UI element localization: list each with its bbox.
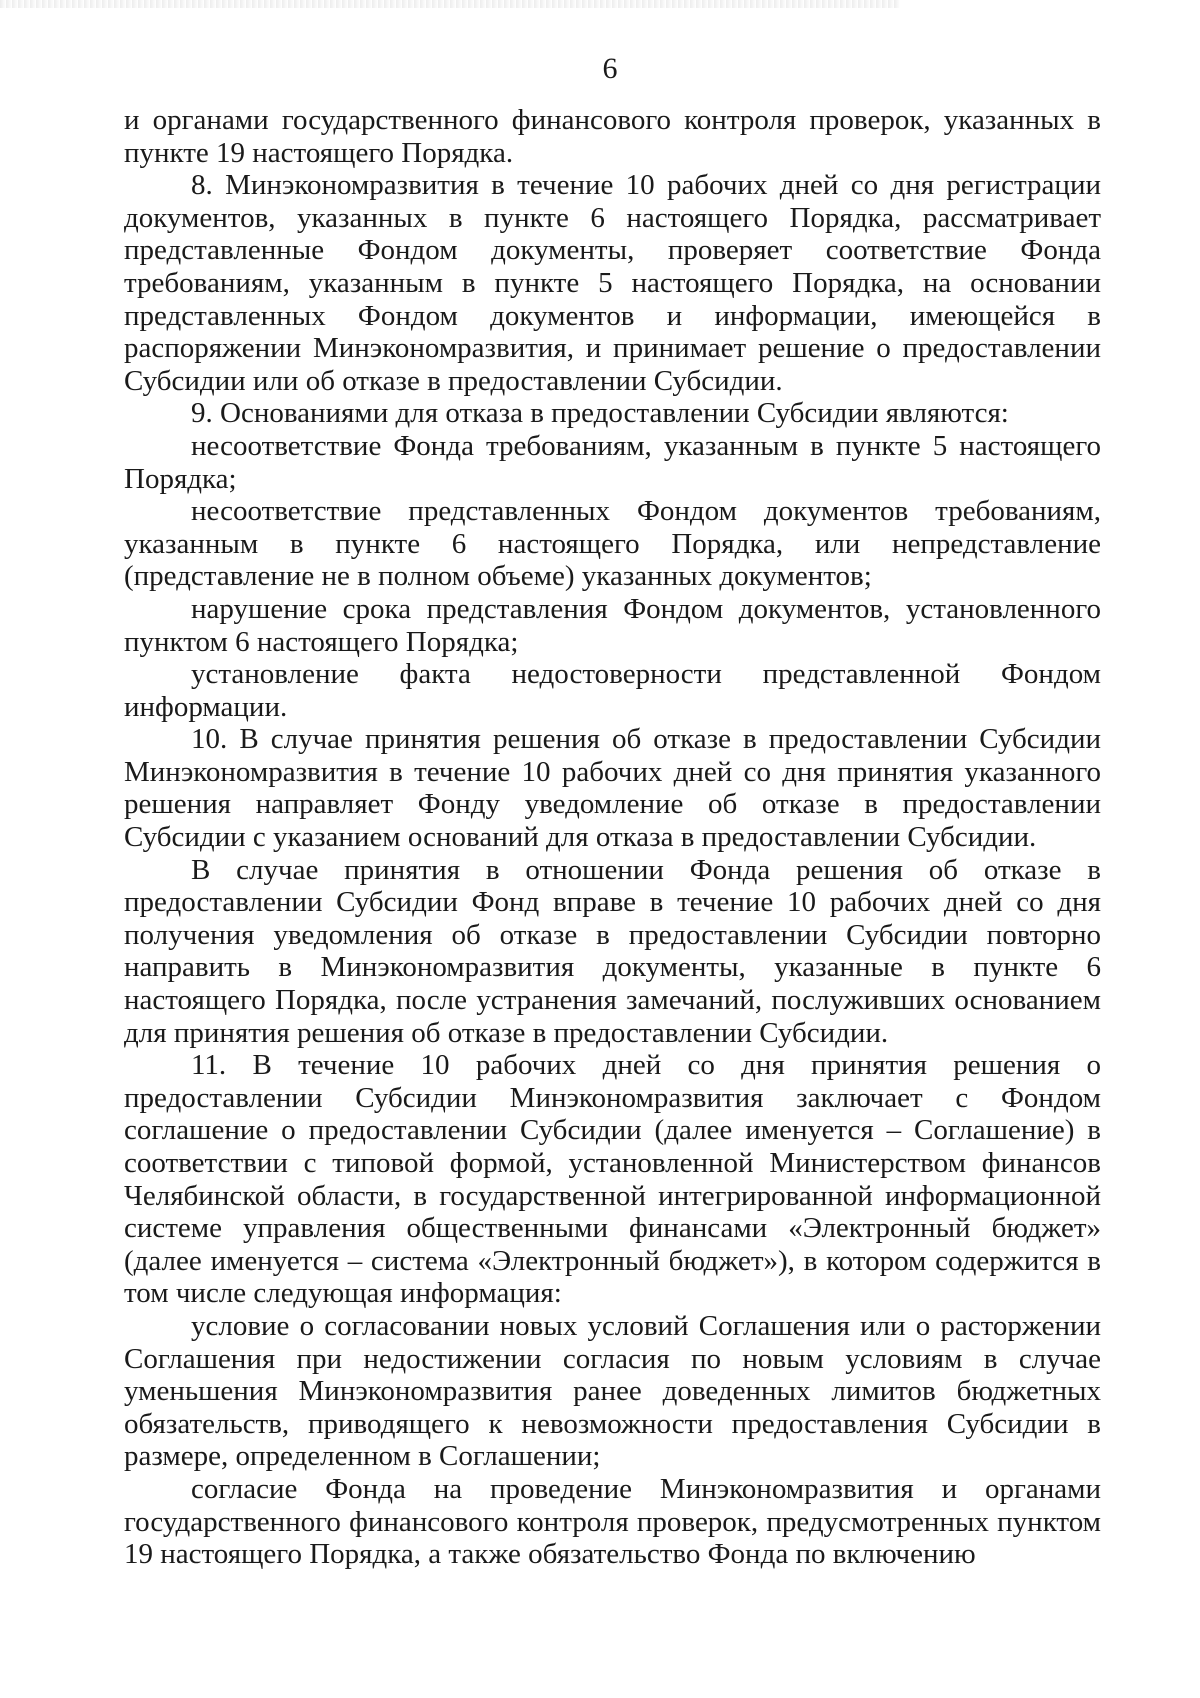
paragraph-item-11: 11. В течение 10 рабочих дней со дня принятия решения о предоставлении Субсидии Минэкономразвития заключает с Фондом соглашение о предоставлении Субсидии (далее именуется – Соглашение) в соответствии с типовой формой, установленной Министерством финансов Челябинской области, в государственной интегрированной информационной системе управления общественными финансами «Электронный бюджет» (далее именуется – система «Электронный бюджет»), в котором содержится в том числе следующая информация: (124, 1049, 1101, 1310)
page-number: 6 (602, 52, 618, 85)
paragraph-continuation: и органами государственного финансового контроля проверок, указанных в пункте 19 настоящего Порядка. (124, 104, 1101, 169)
document-body (124, 104, 1101, 1571)
paragraph-condition-1: условие о согласовании новых условий Соглашения или о расторжении Соглашения при недостижении согласия по новым условиям в случае уменьшения Минэкономразвития ранее доведенных лимитов бюджетных обязательств, приводящего к невозможности предоставления Субсидии в размере, определенном в Соглашении; (124, 1309, 1101, 1473)
paragraph-condition-2: согласие Фонда на проведение Минэкономразвития и органами государственного финансового контроля проверок, предусмотренных пунктом 19 настоящего Порядка, а также обязательство Фонда по включению (124, 1472, 1101, 1571)
paragraph-ground-4: установление факта недостоверности представленной Фондом информации. (124, 658, 1101, 723)
paragraph-item-9: 9. Основаниями для отказа в предоставлении Субсидии являются: (191, 397, 1009, 430)
paragraph-ground-3: нарушение срока представления Фондом документов, установленного пунктом 6 настоящего Порядка; (124, 592, 1101, 658)
scan-edge-artifact (0, 0, 900, 8)
paragraph-item-10-resubmission: В случае принятия в отношении Фонда решения об отказе в предоставлении Субсидии Фонд вправе в течение 10 рабочих дней со дня получения уведомления об отказе в предоставлении Субсидии повторно направить в Минэкономразвития документы, указанные в пункте 6 настоящего Порядка, после устранения замечаний, послуживших основанием для принятия решения об отказе в предоставлении Субсидии. (124, 853, 1101, 1049)
paragraph-item-10: 10. В случае принятия решения об отказе в предоставлении Субсидии Минэкономразвития в течение 10 рабочих дней со дня принятия указанного решения направляет Фонду уведомление об отказе в предоставлении Субсидии с указанием оснований для отказа в предоставлении Субсидии. (124, 723, 1101, 854)
paragraph-ground-2: несоответствие представленных Фондом документов требованиям, указанным в пункте 6 настоящего Порядка, или непредставление (представление не в полном объеме) указанных документов; (124, 495, 1101, 593)
paragraph-ground-1: несоответствие Фонда требованиям, указанным в пункте 5 настоящего Порядка; (124, 429, 1101, 495)
paragraph-item-8: 8. Минэкономразвития в течение 10 рабочих дней со дня регистрации документов, указанных в пункте 6 настоящего Порядка, рассматривает представленные Фондом документы, проверяет соответствие Фонда требованиям, указанным в пункте 5 настоящего Порядка, на основании представленных Фондом документов и информации, имеющейся в распоряжении Минэкономразвития, и принимает решение о предоставлении Субсидии или об отказе в предоставлении Субсидии. (124, 169, 1101, 397)
